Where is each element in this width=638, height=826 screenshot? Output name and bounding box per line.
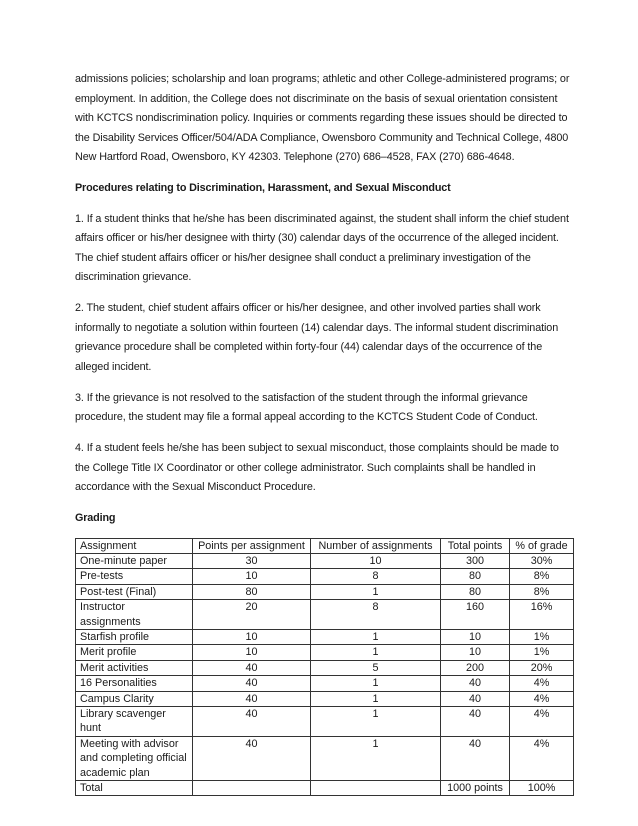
cell-number-of-assignments: 5 (311, 660, 441, 675)
grading-heading: Grading (75, 512, 116, 524)
header-total-points: Total points (441, 538, 510, 553)
cell-total-points: 10 (441, 629, 510, 644)
cell-assignment: Starfish profile (76, 629, 193, 644)
cell-number-of-assignments: 8 (311, 569, 441, 584)
header-assignment: Assignment (76, 538, 193, 553)
cell-assignment: One-minute paper (76, 553, 193, 568)
cell-assignment: Meeting with advisor and completing official academic plan (76, 736, 193, 780)
cell-total-points: 160 (441, 600, 510, 630)
header-percent-of-grade: % of grade (510, 538, 574, 553)
table-row (76, 706, 574, 736)
grading-table-body (76, 553, 574, 796)
cell-percent-of-grade: 4% (510, 676, 574, 691)
cell-number-of-assignments (311, 781, 441, 796)
cell-points-per-assignment: 30 (193, 553, 311, 568)
grading-table (75, 538, 574, 797)
table-row (76, 569, 574, 584)
cell-assignment: Campus Clarity (76, 691, 193, 706)
cell-percent-of-grade: 8% (510, 584, 574, 599)
cell-percent-of-grade: 100% (510, 781, 574, 796)
table-row (76, 600, 574, 630)
cell-percent-of-grade: 8% (510, 569, 574, 584)
cell-number-of-assignments: 10 (311, 553, 441, 568)
cell-number-of-assignments: 1 (311, 645, 441, 660)
table-row (76, 553, 574, 568)
cell-assignment: Total (76, 781, 193, 796)
procedure-item-1: 1. If a student thinks that he/she has been discriminated against, the student shall inform the chief student affairs officer or his/her designee with thirty (30) calendar days of the occurrence of the alleged incident. The chief student affairs officer or his/her designee shall conduct a preliminary investigation of the discrimination grievance. (75, 212, 569, 283)
cell-total-points: 40 (441, 676, 510, 691)
cell-total-points: 40 (441, 691, 510, 706)
cell-number-of-assignments: 1 (311, 736, 441, 780)
cell-total-points: 200 (441, 660, 510, 675)
cell-assignment: Merit profile (76, 645, 193, 660)
table-row (76, 645, 574, 660)
cell-number-of-assignments: 1 (311, 691, 441, 706)
table-row (76, 629, 574, 644)
cell-points-per-assignment: 40 (193, 660, 311, 675)
cell-percent-of-grade: 4% (510, 691, 574, 706)
paragraph-nondiscrimination: admissions policies; scholarship and loan programs; athletic and other College-administered programs; or employment. In addition, the College does not discriminate on the basis of sexual orientation consistent with KCTCS nondiscrimination policy. Inquiries or comments regarding these issues should be directed to the Disability Services Officer/504/ADA Compliance, Owensboro Community and Technical College, 4800 New Hartford Road, Owensboro, KY 42303. Telephone (270) 686–4528, FAX (270) 686-4648. (75, 73, 570, 163)
cell-percent-of-grade: 30% (510, 553, 574, 568)
table-row (76, 691, 574, 706)
cell-points-per-assignment: 40 (193, 736, 311, 780)
table-row (76, 584, 574, 599)
cell-percent-of-grade: 20% (510, 660, 574, 675)
cell-points-per-assignment: 20 (193, 600, 311, 630)
page-content (75, 70, 573, 796)
cell-points-per-assignment: 10 (193, 569, 311, 584)
table-row (76, 660, 574, 675)
cell-number-of-assignments: 1 (311, 706, 441, 736)
cell-assignment: Instructor assignments (76, 600, 193, 630)
cell-assignment: Post-test (Final) (76, 584, 193, 599)
cell-percent-of-grade: 4% (510, 736, 574, 780)
cell-total-points: 300 (441, 553, 510, 568)
cell-points-per-assignment: 40 (193, 691, 311, 706)
cell-percent-of-grade: 4% (510, 706, 574, 736)
header-number-of-assignments: Number of assignments (311, 538, 441, 553)
cell-points-per-assignment: 10 (193, 645, 311, 660)
cell-assignment: Pre-tests (76, 569, 193, 584)
cell-total-points: 80 (441, 584, 510, 599)
cell-points-per-assignment: 80 (193, 584, 311, 599)
cell-points-per-assignment: 40 (193, 676, 311, 691)
table-header-row (76, 538, 574, 553)
header-points-per-assignment: Points per assignment (193, 538, 311, 553)
procedures-heading: Procedures relating to Discrimination, Harassment, and Sexual Misconduct (75, 182, 451, 194)
cell-assignment: Merit activities (76, 660, 193, 675)
cell-number-of-assignments: 1 (311, 676, 441, 691)
cell-number-of-assignments: 1 (311, 629, 441, 644)
cell-percent-of-grade: 1% (510, 645, 574, 660)
cell-points-per-assignment (193, 781, 311, 796)
cell-assignment: 16 Personalities (76, 676, 193, 691)
cell-total-points: 40 (441, 736, 510, 780)
cell-total-points: 10 (441, 645, 510, 660)
cell-total-points: 1000 points (441, 781, 510, 796)
table-row (76, 676, 574, 691)
cell-percent-of-grade: 16% (510, 600, 574, 630)
cell-total-points: 80 (441, 569, 510, 584)
cell-assignment: Library scavenger hunt (76, 706, 193, 736)
cell-total-points: 40 (441, 706, 510, 736)
cell-number-of-assignments: 1 (311, 584, 441, 599)
cell-points-per-assignment: 40 (193, 706, 311, 736)
procedure-item-3: 3. If the grievance is not resolved to the satisfaction of the student through the informal grievance procedure, the student may file a formal appeal according to the KCTCS Student Code of Conduct. (75, 391, 538, 423)
table-row (76, 781, 574, 796)
procedure-item-4: 4. If a student feels he/she has been subject to sexual misconduct, those complaints should be made to the College Title IX Coordinator or other college administrator. Such complaints shall be handled in accordance with the Sexual Misconduct Procedure. (75, 442, 559, 493)
procedure-item-2: 2. The student, chief student affairs officer or his/her designee, and other involved parties shall work informally to negotiate a solution within fourteen (14) calendar days. The informal student discrimination grievance procedure shall be completed within forty-four (44) calendar days of the occurrence of the alleged incident. (75, 302, 559, 373)
cell-percent-of-grade: 1% (510, 629, 574, 644)
table-row (76, 736, 574, 780)
cell-points-per-assignment: 10 (193, 629, 311, 644)
cell-number-of-assignments: 8 (311, 600, 441, 630)
